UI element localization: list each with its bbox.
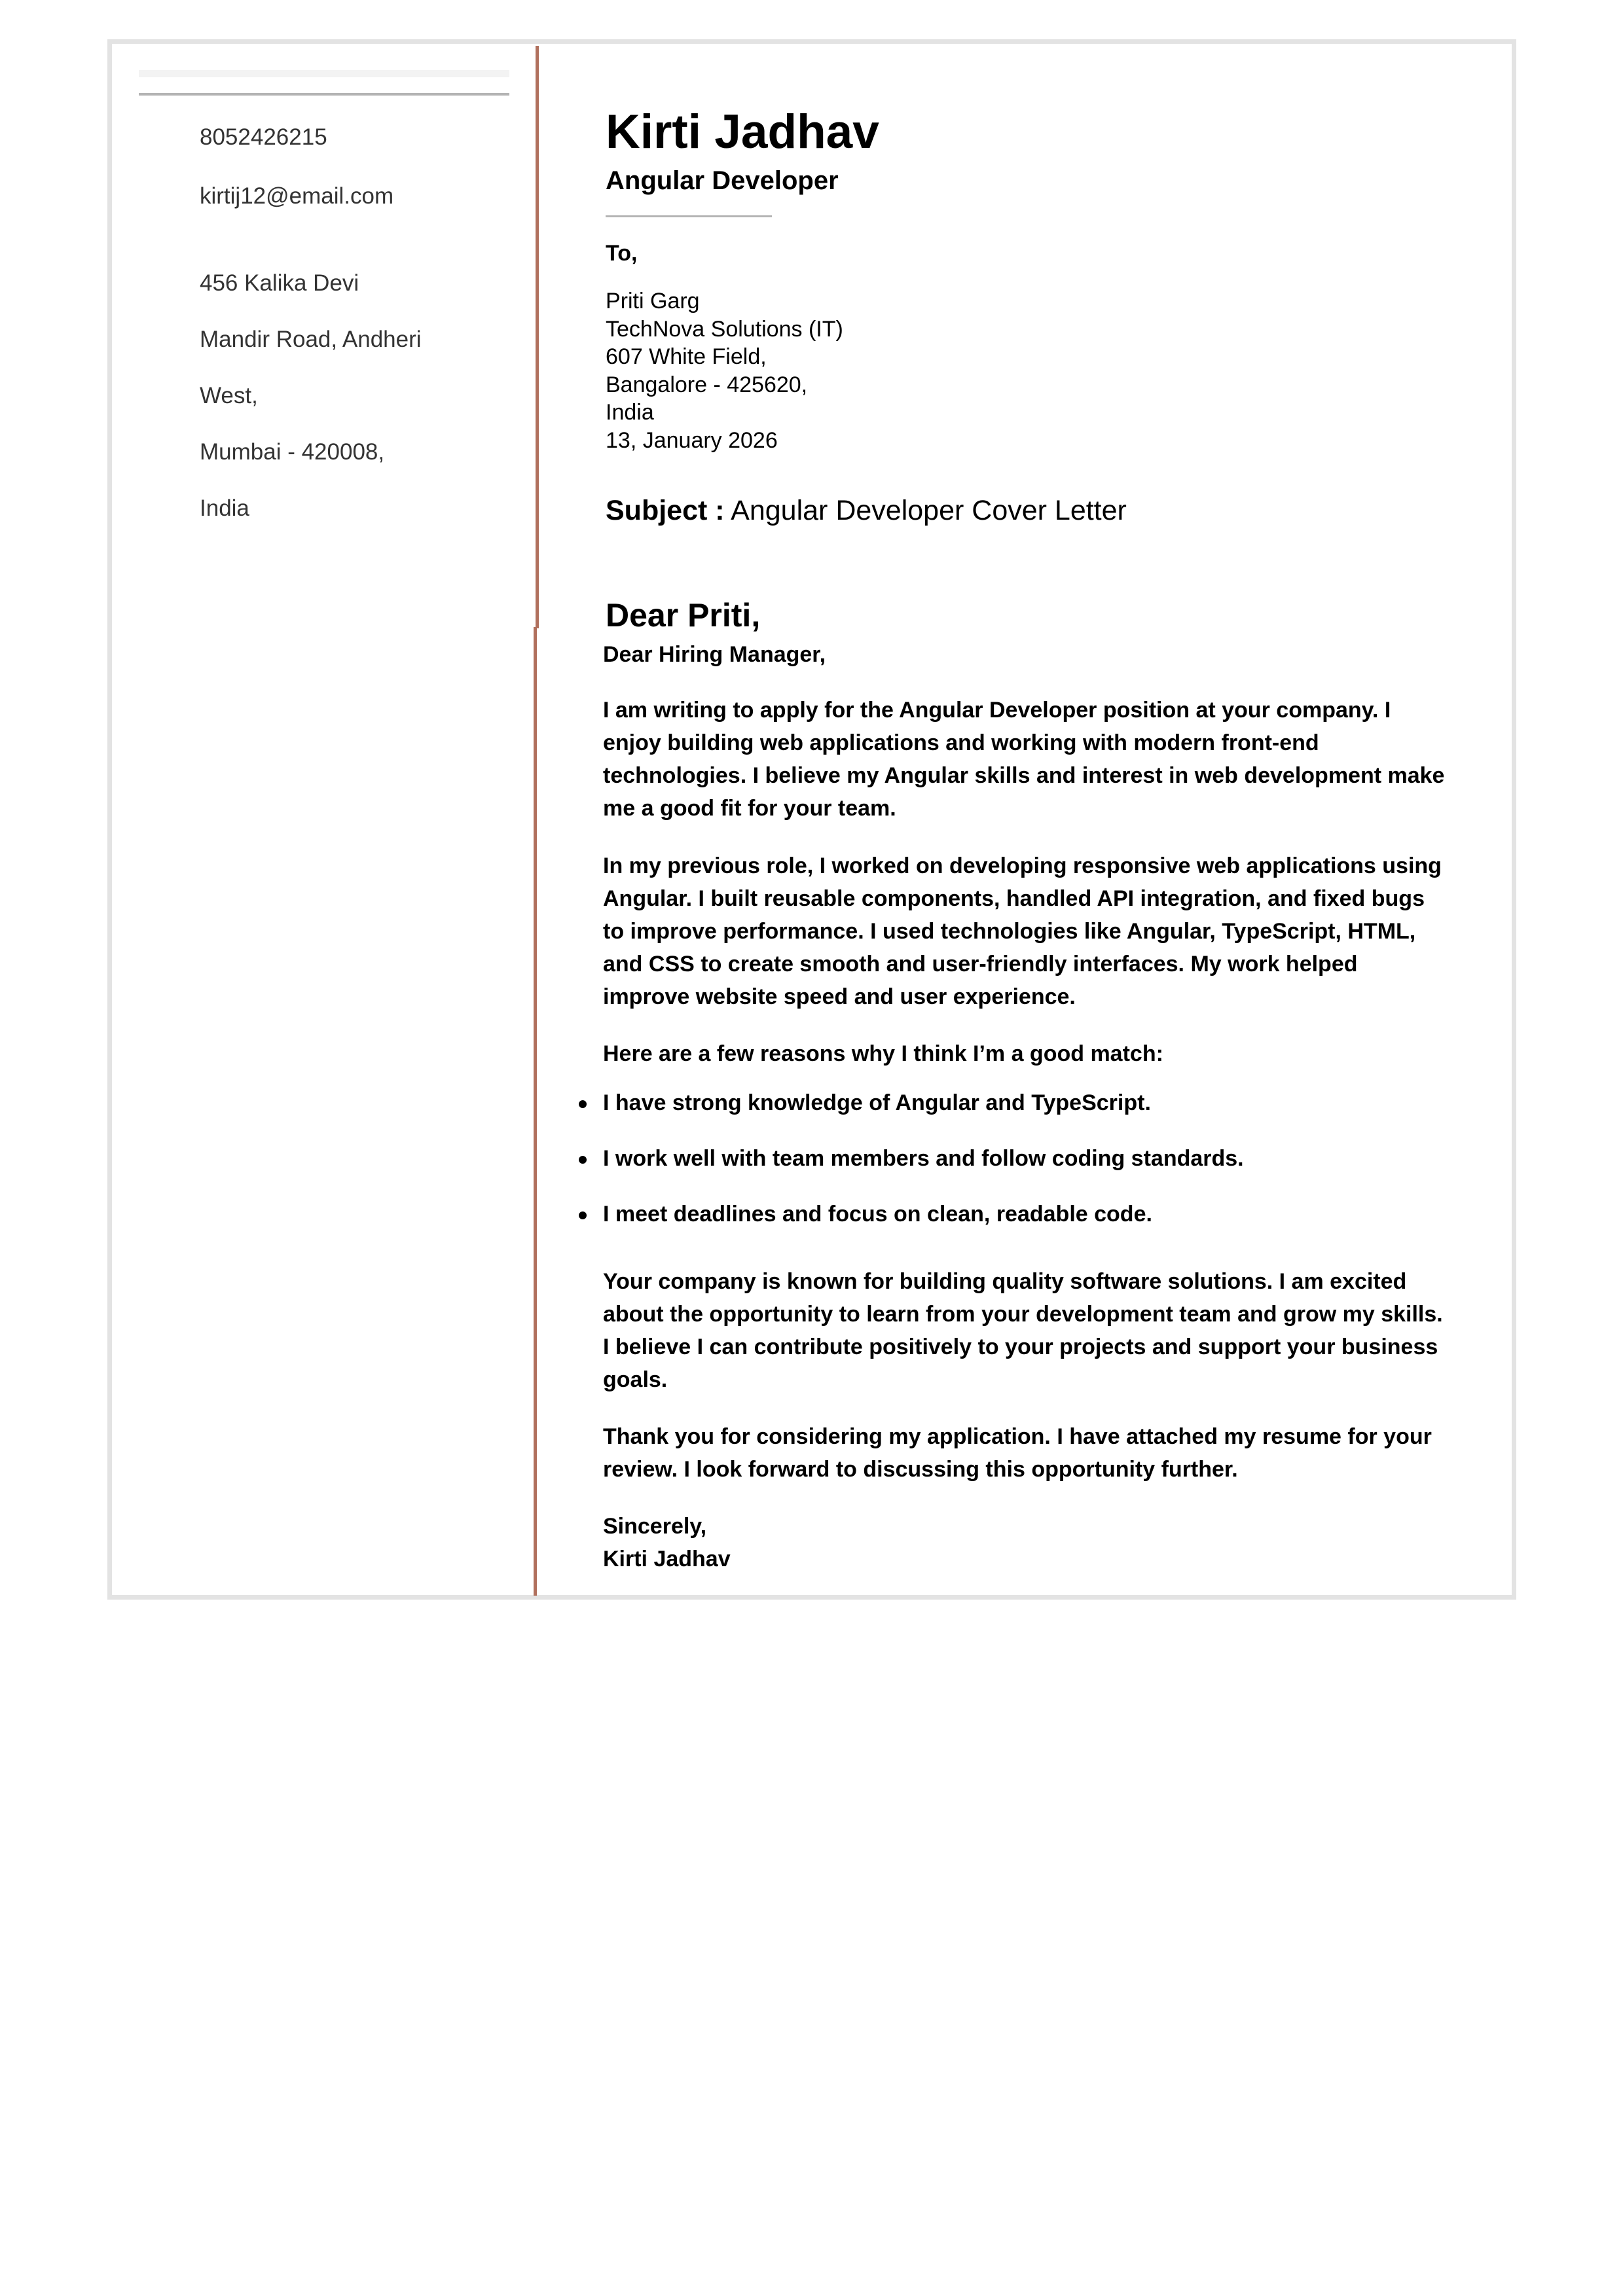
contact-email: kirtij12@email.com	[200, 183, 394, 209]
applicant-name: Kirti Jadhav	[606, 105, 879, 158]
bullet-icon	[579, 1211, 587, 1219]
list-item	[603, 1142, 1448, 1198]
signature-name: Kirti Jadhav	[603, 1547, 731, 1571]
subject-text: Angular Developer Cover Letter	[731, 495, 1127, 526]
recipient-country: India	[606, 400, 654, 425]
contact-phone: 8052426215	[200, 124, 327, 150]
paragraph-company: Your company is known for building quality software solutions. I am excited about the opportunity to learn from your development team and grow my skills. I believe I can contribute positively to your projects and support your business goals.	[603, 1269, 1443, 1392]
recipient-company: TechNova Solutions (IT)	[606, 316, 843, 342]
bullet-icon	[579, 1156, 587, 1164]
title-rule	[606, 215, 772, 217]
list-item-text: I have strong knowledge of Angular and TypeScript.	[603, 1090, 1151, 1115]
address-line: West,	[200, 383, 258, 408]
hiring-greeting: Dear Hiring Manager,	[603, 642, 826, 667]
closing: Sincerely,	[603, 1514, 707, 1539]
paragraph-intro: I am writing to apply for the Angular Developer position at your company. I enjoy building web applications and working with modern front-end technologies. I believe my Angular skills and interest in web development make me a good fit for your team.	[603, 698, 1445, 821]
salutation: Dear Priti,	[606, 597, 761, 634]
recipient-street: 607 White Field,	[606, 344, 767, 369]
address-line: India	[200, 495, 249, 521]
bullet-icon	[579, 1100, 587, 1108]
recipient-city: Bangalore - 425620,	[606, 372, 808, 397]
letter-date: 13, January 2026	[606, 427, 778, 453]
reasons-intro: Here are a few reasons why I think I’m a good match:	[603, 1041, 1163, 1066]
paragraph-thanks: Thank you for considering my application. I have attached my resume for your review. I look forward to discussing this opportunity further.	[603, 1424, 1432, 1482]
list-item	[603, 1198, 1448, 1253]
to-label: To,	[606, 241, 638, 266]
paragraph-experience: In my previous role, I worked on developing responsive web applications using Angular. I built reusable components, handled API integration, and fixed bugs to improve performance. I used technologies like Angular, TypeScript, HTML, and CSS to create smooth and user-friendly interfaces. My work helped improve website speed and user experience.	[603, 853, 1442, 1009]
address-line: 456 Kalika Devi	[200, 270, 359, 296]
address-line: Mumbai - 420008,	[200, 439, 385, 465]
list-item-text: I meet deadlines and focus on clean, readable code.	[603, 1202, 1152, 1227]
address-line: Mandir Road, Andheri	[200, 327, 422, 352]
sidebar-top-band	[139, 70, 509, 77]
recipient-name: Priti Garg	[606, 289, 700, 314]
list-item-text: I work well with team members and follow coding standards.	[603, 1146, 1244, 1171]
column-divider-lower	[534, 627, 537, 1596]
sidebar-rule	[139, 93, 509, 96]
subject-line	[606, 493, 1127, 528]
recipient-block	[606, 287, 843, 454]
job-title: Angular Developer	[606, 166, 839, 195]
reasons-list	[603, 1086, 1448, 1253]
column-divider	[536, 46, 539, 628]
contact-address	[200, 241, 475, 550]
subject-label: Subject :	[606, 495, 725, 526]
list-item	[603, 1086, 1448, 1142]
